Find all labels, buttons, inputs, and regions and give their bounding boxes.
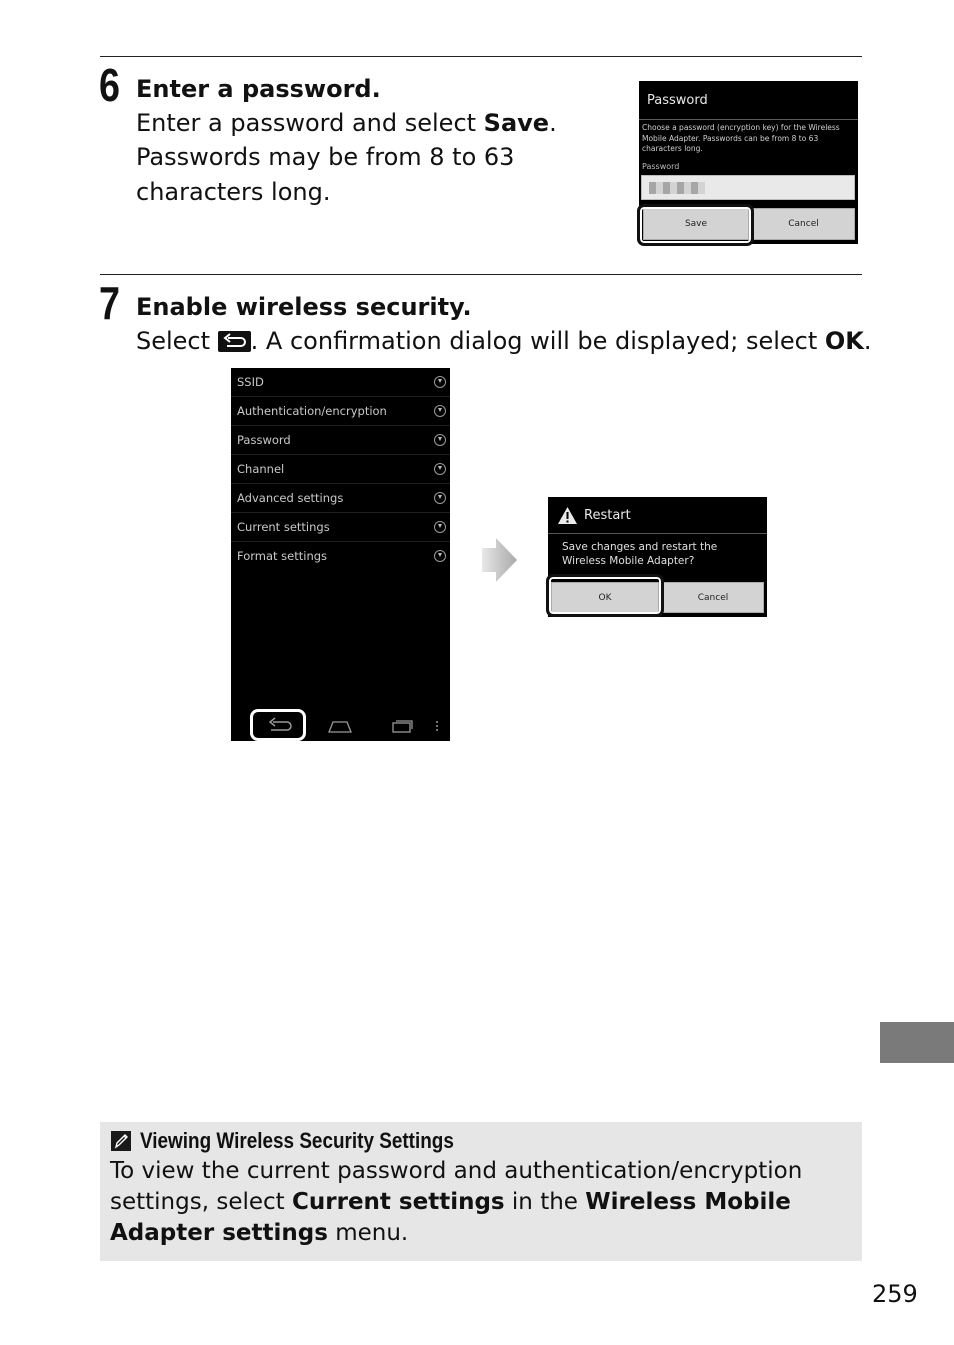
chevron-down-icon [434,434,446,446]
step-6-title: Enter a password. [136,75,381,103]
middle-rule [100,274,862,275]
masked-password [649,182,705,194]
note-text-start: To view the current password and authentication/encryption settings, select [110,1158,803,1215]
password-input[interactable] [641,175,855,200]
settings-menu-screenshot [231,368,450,741]
chevron-down-icon [434,405,446,417]
back-button[interactable] [250,709,306,741]
pencil-icon [111,1131,131,1151]
cancel-button[interactable]: Cancel [752,208,855,240]
ok-button[interactable]: OK [551,582,659,613]
step-6-line-1-end: . [549,109,557,137]
recent-apps-icon[interactable] [391,718,415,734]
note-text [110,1156,860,1249]
menu-item-label: SSID [237,375,264,389]
back-icon [218,331,251,352]
menu-item-label: Password [237,433,291,447]
step-7-line-middle: . A confirmation dialog will be displayed; select [250,327,825,355]
ok-selection-highlight [546,574,664,617]
step-6-line-2: Passwords may be from 8 to 63 [136,143,515,171]
menu-item-current-settings[interactable] [231,513,450,542]
section-tab [880,1022,954,1063]
step-6-line-3: characters long. [136,178,331,206]
menu-item-authentication[interactable] [231,397,450,426]
overflow-menu-icon[interactable] [434,720,440,734]
save-button[interactable]: Save [643,208,749,240]
password-screen-title: Password [647,93,708,108]
menu-item-label: Authentication/encryption [237,404,387,418]
menu-item-channel[interactable] [231,455,450,484]
menu-item-ssid[interactable] [231,368,450,397]
ok-term: OK [824,327,864,355]
step-7-line-text: Select [136,327,218,355]
warning-icon [557,506,578,525]
step-6-line-1-text: Enter a password and select [136,109,484,137]
note-box [100,1122,862,1261]
adapter-settings-term: Wireless Mobile Adapter settings [110,1189,791,1246]
dialog-message: Save changes and restart the Wireless Mobile Adapter? [562,541,718,567]
menu-item-label: Advanced settings [237,491,344,505]
dialog-cancel-button[interactable]: Cancel [662,582,764,613]
dialog-title: Restart [584,508,631,523]
step-6-line-1 [136,106,557,141]
menu-item-format-settings[interactable] [231,542,450,571]
chevron-down-icon [434,376,446,388]
dialog-divider [548,533,767,534]
home-icon[interactable] [327,718,353,734]
password-field-label: Password [642,162,680,171]
menu-item-password[interactable] [231,426,450,455]
step-7-number: 7 [99,277,120,329]
step-6-number: 6 [99,59,120,111]
arrow-right-icon [482,538,518,582]
menu-item-label: Channel [237,462,285,476]
note-text-middle: in the [504,1189,586,1215]
step-7-line [136,324,872,359]
menu-item-advanced-settings[interactable] [231,484,450,513]
step-7-title: Enable wireless security. [136,293,472,321]
chevron-down-icon [434,463,446,475]
menu-item-label: Current settings [237,520,330,534]
password-title-divider [639,119,858,120]
page-number: 259 [872,1280,918,1308]
chevron-down-icon [434,492,446,504]
menu-item-label: Format settings [237,549,328,563]
current-settings-term: Current settings [292,1189,505,1215]
step-7-line-end: . [863,327,872,355]
note-text-end: menu. [327,1220,409,1246]
back-arrow-icon [253,712,303,738]
note-title: Viewing Wireless Security Settings [140,1128,454,1153]
password-description: Choose a password (encryption key) for the Wireless Mobile Adapter. Passwords can be from 8 to 63 characters long. [642,123,840,153]
top-rule [100,56,862,57]
chevron-down-icon [434,521,446,533]
save-term: Save [483,109,550,137]
save-selection-highlight [637,204,754,246]
chevron-down-icon [434,550,446,562]
